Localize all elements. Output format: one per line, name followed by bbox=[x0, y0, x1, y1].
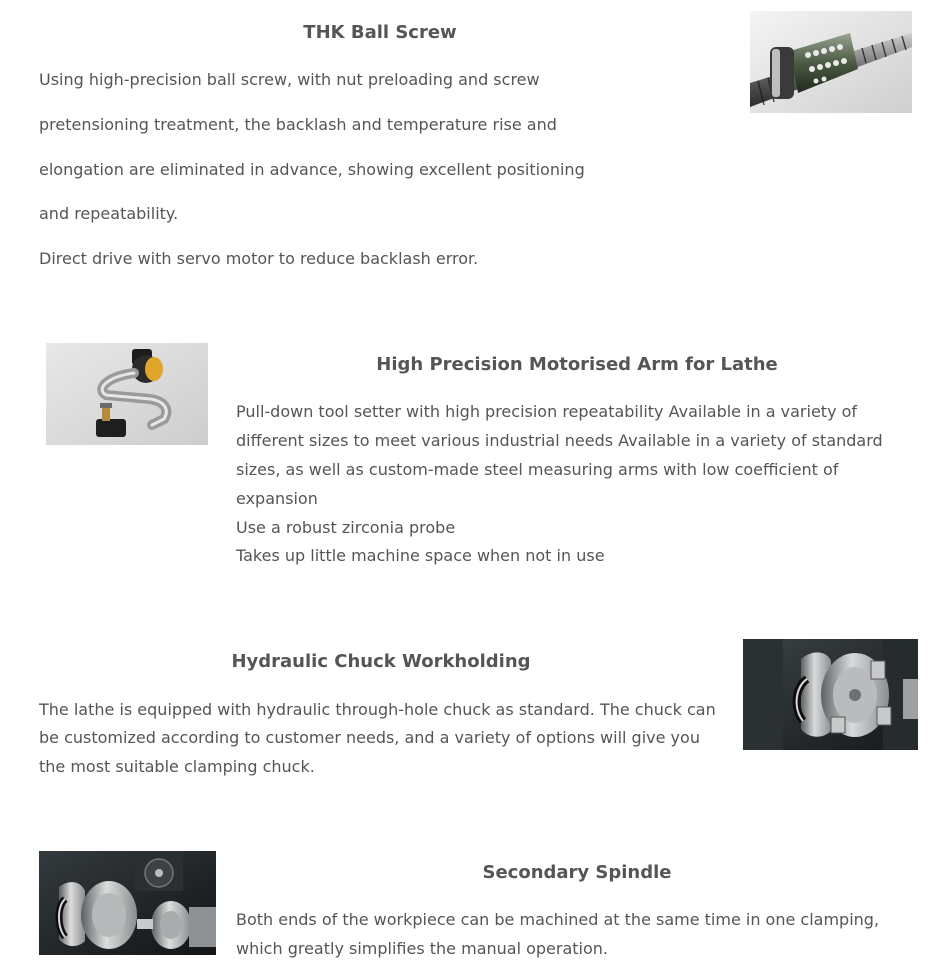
motorised-arm-paragraph-line: Takes up little machine space when not in use bbox=[236, 546, 605, 565]
secondary-spindle-paragraph-line: Both ends of the workpiece can be machined at the same time in one clamping, bbox=[236, 910, 880, 929]
ball-screw-paragraph-line: elongation are eliminated in advance, showing excellent positioning bbox=[39, 160, 585, 179]
motorised-arm-image bbox=[46, 343, 208, 445]
ball-screw-image bbox=[750, 11, 912, 113]
section-title-secondary-spindle: Secondary Spindle bbox=[482, 862, 672, 883]
hydraulic-chuck-paragraph-line: be customized according to customer needs, and a variety of options will give you bbox=[39, 728, 700, 747]
section-title-hydraulic-chuck: Hydraulic Chuck Workholding bbox=[231, 651, 531, 672]
ball-screw-paragraph-line: and repeatability. bbox=[39, 204, 179, 223]
section-title-thk-ball-screw: THK Ball Screw bbox=[303, 22, 457, 43]
secondary-spindle-image bbox=[39, 851, 216, 955]
hydraulic-chuck-paragraph-line: the most suitable clamping chuck. bbox=[39, 757, 315, 776]
hydraulic-chuck-paragraph-line: The lathe is equipped with hydraulic through-hole chuck as standard. The chuck can bbox=[39, 700, 716, 719]
ball-screw-paragraph-line: pretensioning treatment, the backlash and temperature rise and bbox=[39, 115, 557, 134]
motorised-arm-paragraph-line: expansion bbox=[236, 489, 318, 508]
hydraulic-chuck-image bbox=[743, 639, 918, 750]
section-title-motorised-arm: High Precision Motorised Arm for Lathe bbox=[376, 354, 778, 375]
motorised-arm-paragraph-line: sizes, as well as custom-made steel measuring arms with low coefficient of bbox=[236, 460, 839, 479]
motorised-arm-paragraph-line: Use a robust zirconia probe bbox=[236, 518, 456, 537]
motorised-arm-paragraph-line: Pull-down tool setter with high precision repeatability Available in a variety of bbox=[236, 402, 858, 421]
ball-screw-paragraph-line: Using high-precision ball screw, with nut preloading and screw bbox=[39, 70, 540, 89]
motorised-arm-paragraph-line: different sizes to meet various industrial needs Available in a variety of standard bbox=[236, 431, 883, 450]
ball-screw-paragraph-line: Direct drive with servo motor to reduce backlash error. bbox=[39, 249, 479, 268]
secondary-spindle-paragraph-line: which greatly simplifies the manual operation. bbox=[236, 939, 609, 958]
